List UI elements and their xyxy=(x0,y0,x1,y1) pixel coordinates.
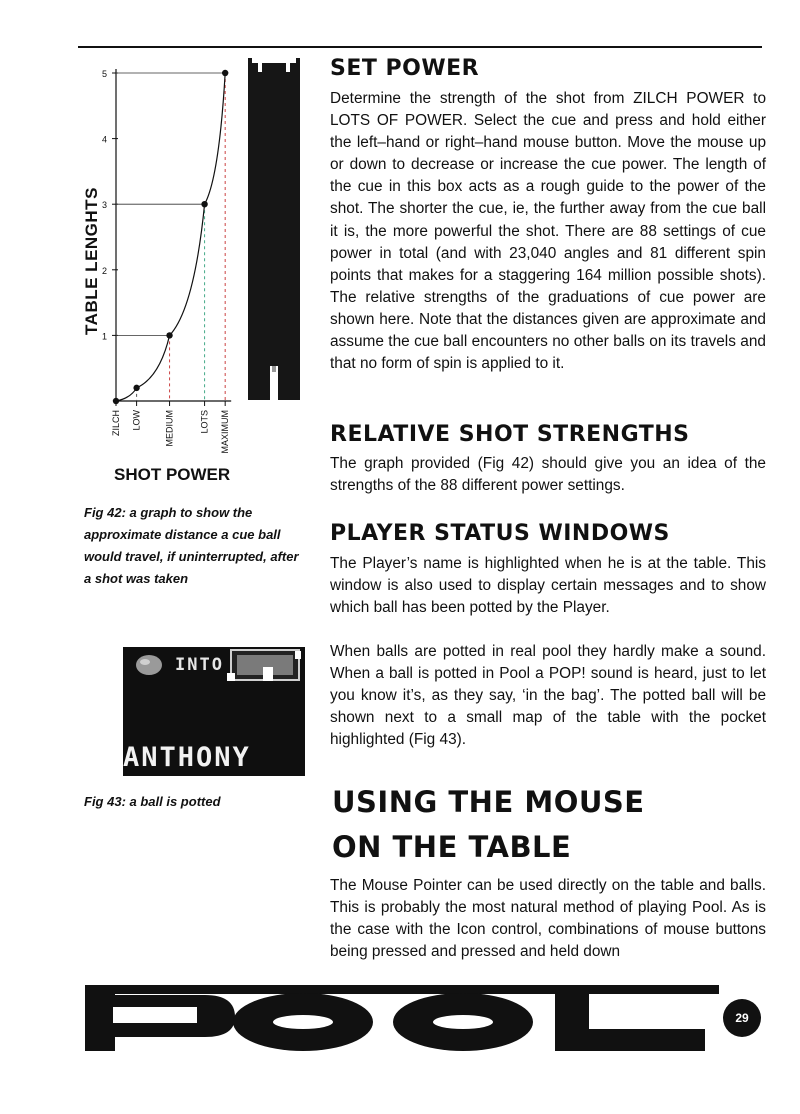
fig43-caption: Fig 43: a ball is potted xyxy=(84,794,221,809)
player-name: ANTHONY xyxy=(123,742,251,773)
chart-svg xyxy=(78,55,258,495)
cue-ferrule xyxy=(272,366,276,372)
status-body-2: When balls are potted in real pool they hardly make a sound. When a ball is potted in Pool a POP! sound is heard, just to let you know it’s, as they say, ‘in the bag’. The potted ball will be shown next to a small map of the table with the pocket highlighted (Fig 43). xyxy=(330,643,766,749)
data-point-low xyxy=(133,385,139,391)
potted-ball-icon xyxy=(136,655,162,675)
data-point-medium xyxy=(166,332,172,338)
top-rule xyxy=(78,46,762,48)
y-axis-title: TABLE LENGHTS xyxy=(82,187,101,335)
x-tick-label-maximum: MAXIMUM xyxy=(220,410,231,454)
x-tick-label-low: LOW xyxy=(131,410,142,431)
pool-logo-svg xyxy=(85,985,765,1051)
y-axis-title-wrap xyxy=(82,186,102,336)
cue-strip-svg xyxy=(248,58,300,400)
x-tick-label-medium: MEDIUM xyxy=(164,410,175,447)
highlighted-pocket xyxy=(263,667,273,681)
relative-heading: RELATIVE SHOT STRENGTHS xyxy=(330,422,690,447)
x-tick-label-zilch: ZILCH xyxy=(111,410,121,437)
fig42-caption: Fig 42: a graph to show the approximate distance a cue ball would travel, if uninterrupted, after a shot was taken xyxy=(84,505,299,586)
y-tick-label-2: 2 xyxy=(101,265,107,276)
mouse-heading-line1: USING THE MOUSE xyxy=(332,785,645,819)
status-heading: PLAYER STATUS WINDOWS xyxy=(330,521,670,546)
x-axis-title: SHOT POWER xyxy=(114,465,231,484)
y-tick-label-3: 3 xyxy=(101,200,107,211)
mouse-body: The Mouse Pointer can be used directly on the table and balls. This is probably the most natural method of playing Pool. As is the case with the Icon control, combinations of mouse buttons being pressed and pressed and held down xyxy=(330,877,766,961)
y-tick-label-1: 1 xyxy=(101,331,107,342)
x-tick-label-lots: LOTS xyxy=(199,410,210,434)
set-power-heading: SET POWER xyxy=(330,56,480,81)
cue-power-strip xyxy=(248,58,300,400)
pool-logo xyxy=(85,985,765,1051)
y-tick-label-4: 4 xyxy=(101,134,107,145)
strip-notch-right xyxy=(286,58,290,72)
relative-body: The graph provided (Fig 42) should give you an idea of the strengths of the 88 different power settings. xyxy=(330,455,766,495)
mouse-heading-line2: ON THE TABLE xyxy=(332,830,572,864)
data-point-lots xyxy=(201,201,207,207)
strip-notch-left xyxy=(258,58,262,72)
player-status-window xyxy=(123,647,305,776)
shot-power-chart xyxy=(78,55,258,495)
page-number: 29 xyxy=(723,999,761,1037)
set-power-body: Determine the strength of the shot from ZILCH POWER to LOTS OF POWER. Select the cue and press and hold either the left–hand or right–hand mouse button. Move the mouse up or down to decrease or increase the cue power. The length of the cue in this box acts as a rough guide to the power of the shot. The shorter the cue, ie, the further away from the cue ball it is, the more powerful the shot. There are 88 settings of cue power in total (and with 23,040 angles and 81 different spin points that makes for a staggering 164 million possible shots). The relative strengths of the graduations of cue power are shown here. Note that the distances given are approximate and assume the cue ball encounters no other balls on its travels and that no form of spin is applied to it. xyxy=(330,90,766,373)
power-curve xyxy=(116,73,225,401)
data-point-maximum xyxy=(222,70,228,76)
into-label: INTO xyxy=(175,655,224,675)
y-tick-label-5: 5 xyxy=(101,69,107,79)
status-body-1: The Player’s name is highlighted when he is at the table. This window is also used to display certain messages and to show which ball has been potted by the Player. xyxy=(330,555,766,617)
